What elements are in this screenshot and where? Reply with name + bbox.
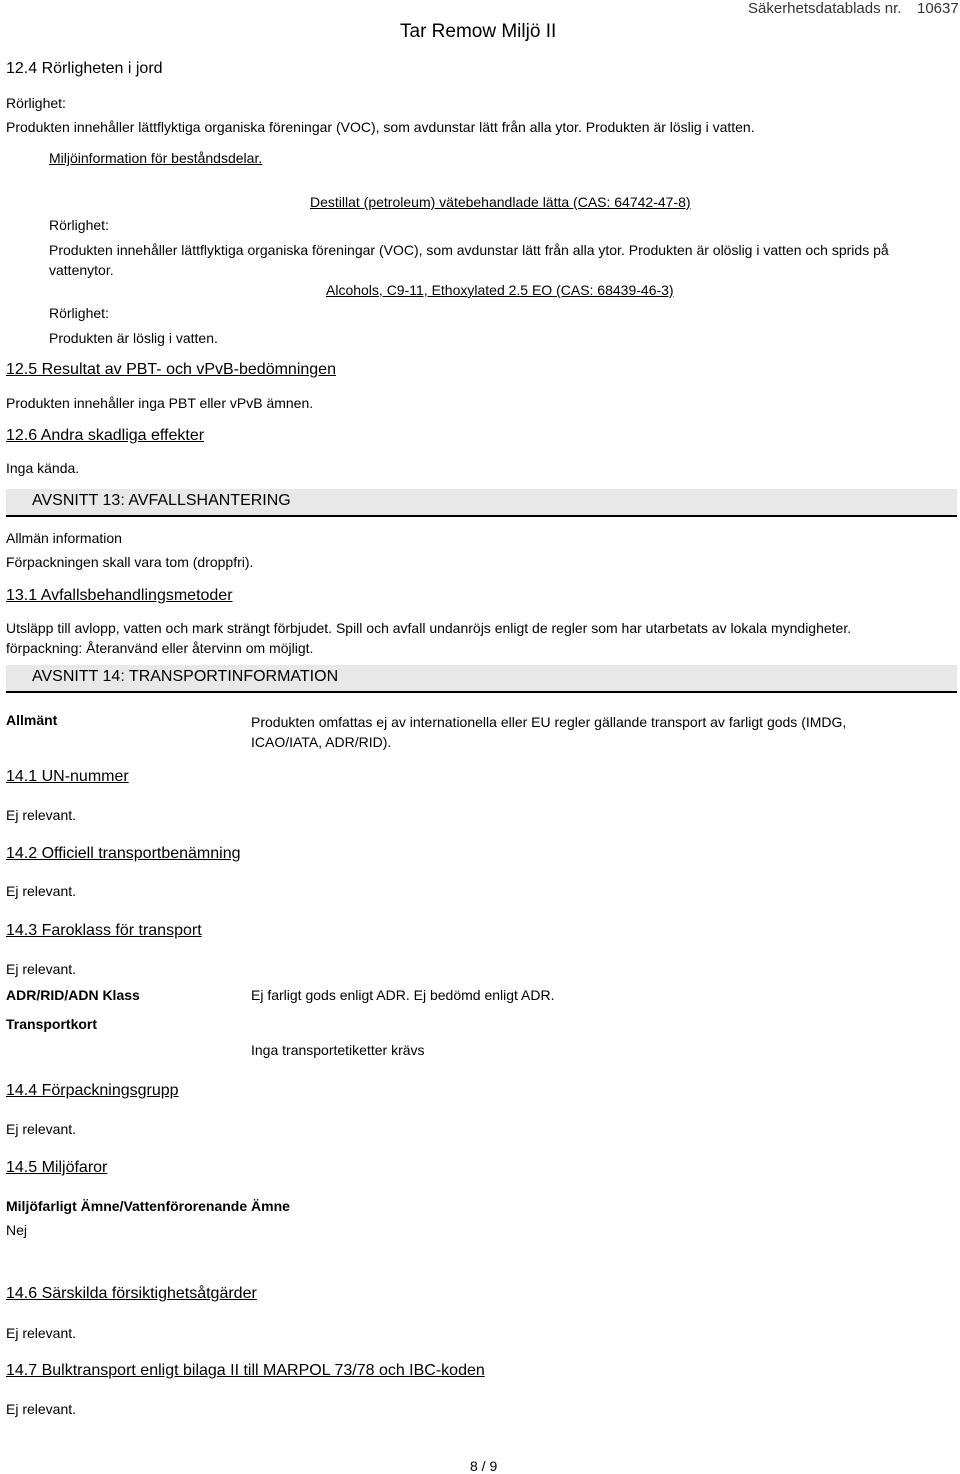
un-number-text: Ej relevant.	[6, 807, 77, 823]
component1-name: Destillat (petroleum) vätebehandlade lätta (CAS: 64742-47-8)	[310, 194, 691, 210]
transport-card-value: Inga transportetiketter krävs	[251, 1042, 425, 1058]
env-info-link: Miljöinformation för beståndsdelar.	[49, 150, 263, 166]
section-14-bar	[6, 665, 957, 693]
pbt-text: Produkten innehåller inga PBT eller vPvB ämnen.	[6, 395, 314, 411]
packing-group-text: Ej relevant.	[6, 1121, 77, 1137]
env-hazard-label: Miljöfarligt Ämne/Vattenförorenande Ämne	[6, 1198, 290, 1214]
component2-mobility-text: Produkten är löslig i vatten.	[49, 330, 218, 346]
adr-class-label: ADR/RID/ADN Klass	[6, 987, 140, 1003]
disposal-text: Utsläpp till avlopp, vatten och mark strängt förbjudet. Spill och avfall undanröjs enligt de regler som har utarbetats av lokala myndigheter.	[6, 620, 852, 636]
general-info-label: Allmän information	[6, 530, 122, 546]
heading-13-1: 13.1 Avfallsbehandlingsmetoder	[6, 587, 233, 604]
heading-12-6: 12.6 Andra skadliga effekter	[6, 427, 205, 444]
component1-mobility-text-cont: vattenytor.	[49, 262, 114, 278]
env-hazard-value: Nej	[6, 1222, 28, 1238]
adr-class-value: Ej farligt gods enligt ADR. Ej bedömd enligt ADR.	[251, 987, 555, 1003]
heading-12-5: 12.5 Resultat av PBT- och vPvB-bedömningen	[6, 361, 336, 378]
component2-mobility-label: Rörlighet:	[49, 305, 109, 321]
page-number: 8 / 9	[470, 1458, 498, 1474]
general-info-text: Förpackningen skall vara tom (droppfri).	[6, 554, 254, 570]
component2-name: Alcohols, C9-11, Ethoxylated 2.5 EO (CAS: 68439-46-3)	[326, 282, 674, 298]
section-13-title: AVSNITT 13: AVFALLSHANTERING	[32, 492, 291, 509]
heading-14-6: 14.6 Särskilda försiktighetsåtgärder	[6, 1285, 257, 1302]
special-precautions-text: Ej relevant.	[6, 1325, 77, 1341]
mobility-text: Produkten innehåller lättflyktiga organiska föreningar (VOC), som avdunstar lätt från alla ytor. Produkten är löslig i vatten.	[6, 119, 755, 135]
hazard-class-text: Ej relevant.	[6, 961, 77, 977]
heading-12-4: 12.4 Rörligheten i jord	[6, 60, 163, 77]
heading-14-7: 14.7 Bulktransport enligt bilaga II till MARPOL 73/78 och IBC-koden	[6, 1362, 485, 1379]
component1-mobility-label: Rörlighet:	[49, 217, 109, 233]
shipping-name-text: Ej relevant.	[6, 883, 77, 899]
heading-14-1: 14.1 UN-nummer	[6, 768, 129, 785]
sds-label: Säkerhetsdatablads nr.	[748, 0, 902, 17]
heading-14-3: 14.3 Faroklass för transport	[6, 922, 202, 939]
mobility-label: Rörlighet:	[6, 95, 66, 111]
heading-14-4: 14.4 Förpackningsgrupp	[6, 1082, 179, 1099]
component1-mobility-text: Produkten innehåller lättflyktiga organiska föreningar (VOC), som avdunstar lätt från alla ytor. Produkten är olöslig i vatten och sprids på	[49, 242, 889, 258]
bulk-transport-text: Ej relevant.	[6, 1401, 77, 1417]
section-13-bar	[6, 489, 957, 517]
packaging-text: förpackning: Återanvänd eller återvinn om möjligt.	[6, 640, 314, 656]
sds-number: 10637	[917, 0, 959, 17]
other-effects-text: Inga kända.	[6, 460, 80, 476]
transport-general-label: Allmänt	[6, 712, 58, 728]
transport-general-text: Produkten omfattas ej av internationella eller EU regler gällande transport av farligt gods (IMDG, ICAO/IATA, ADR/RID).	[251, 714, 847, 750]
heading-14-5: 14.5 Miljöfaror	[6, 1159, 108, 1176]
section-14-title: AVSNITT 14: TRANSPORTINFORMATION	[32, 668, 339, 685]
transport-card-label: Transportkort	[6, 1016, 98, 1032]
heading-14-2: 14.2 Officiell transportbenämning	[6, 845, 241, 862]
document-title: Tar Remow Miljö II	[400, 21, 557, 42]
